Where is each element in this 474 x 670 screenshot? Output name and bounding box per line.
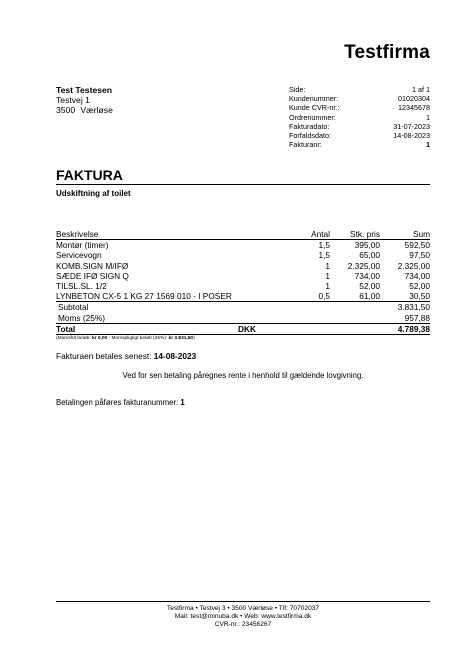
vat-label: Moms (25%) (58, 312, 106, 323)
vat-free-label: (Momsfrit beløb: (56, 335, 91, 341)
row-unit-price: 52,00 (359, 280, 380, 291)
meta-label: Fakturanr: (289, 140, 322, 150)
footer-address: Testfirma • Testvej 3 • 3500 Værløse • Tlf: 70702037 (166, 605, 320, 612)
meta-label: Kunde CVR-nr.: (289, 103, 340, 113)
row-sum: 734,00 (404, 270, 430, 281)
footer-divider (56, 601, 430, 602)
row-unit-price: 395,00 (354, 240, 380, 251)
row-quantity: 1,5 (318, 250, 330, 261)
table-row (56, 281, 430, 291)
header-unit-price: Stk. pris (350, 229, 380, 239)
row-unit-price: 2.325,00 (347, 260, 380, 271)
invoice-meta (289, 85, 430, 149)
footer-contact: Mail: test@minuba.dk • Web: www.testfirma.dk (174, 613, 312, 621)
due-date: 14-08-2023 (153, 351, 197, 361)
company-name: Testfirma (344, 42, 430, 63)
customer-address (56, 85, 113, 115)
row-description: Montør (timer) (56, 240, 109, 251)
total-value: 4.789,38 (397, 323, 430, 334)
table-row (56, 240, 430, 250)
total-currency: DKK (238, 323, 256, 334)
table-row (56, 250, 430, 260)
row-unit-price: 734,00 (354, 270, 380, 281)
row-unit-price: 65,00 (359, 250, 380, 261)
row-description: KOMB.SIGN M/IFØ (56, 260, 129, 271)
meta-label: Ordrenummer: (289, 112, 336, 122)
vat-taxable-label: - Momspligtigt beløb (25%): (107, 335, 168, 341)
subtotal-row (56, 301, 430, 312)
customer-city-line (56, 105, 113, 115)
subtotal-value: 3.831,50 (397, 302, 430, 313)
row-quantity: 1 (325, 260, 330, 271)
meta-row-due-date (289, 131, 430, 140)
row-sum: 592,50 (404, 240, 430, 251)
total-row (56, 323, 430, 335)
company-footer (56, 605, 430, 630)
meta-label: Fakturadato: (289, 121, 330, 131)
row-quantity: 1 (325, 270, 330, 281)
vat-note (56, 335, 430, 342)
meta-row-invoice-date (289, 122, 430, 131)
row-sum: 52,00 (409, 280, 430, 291)
document-title: FAKTURA (56, 167, 123, 183)
meta-label: Forfaldsdato: (289, 131, 331, 141)
row-sum: 2.325,00 (397, 260, 430, 271)
meta-row-page (289, 85, 430, 94)
payment-due (56, 351, 196, 361)
meta-value: 14-08-2023 (393, 131, 430, 141)
header-quantity: Antal (311, 229, 330, 239)
customer-street: Testvej 1 (56, 95, 90, 105)
meta-label: Kundenummer: (289, 94, 339, 104)
header-description: Beskrivelse (56, 229, 99, 239)
row-quantity: 1 (325, 280, 330, 291)
customer-city: Værløse (80, 105, 113, 115)
vat-taxable-value: kr 3.831,50 (168, 335, 194, 341)
row-sum: 97,50 (409, 250, 430, 261)
header-sum: Sum (412, 229, 430, 239)
line-items-table (56, 229, 430, 342)
row-quantity: 0,5 (318, 291, 330, 302)
footer-cvr: CVR-nr.: 23456267 (214, 621, 272, 629)
meta-value: 31-07-2023 (393, 121, 430, 131)
meta-row-invoice-number (289, 140, 430, 149)
row-description: LYNBETON CX-5 1 KG 27 1569 010 - I POSER (56, 291, 232, 302)
row-description: SÆDE IFØ SIGN Q (56, 270, 129, 281)
subtotal-label: Subtotal (58, 302, 89, 313)
vat-row (56, 313, 430, 323)
payment-reference (56, 398, 185, 407)
meta-label: Side: (289, 85, 306, 94)
total-label: Total (56, 323, 76, 334)
customer-name: Test Testesen (56, 85, 113, 95)
meta-value: 1 (426, 140, 430, 150)
meta-value: 1 (426, 112, 430, 122)
row-sum: 30,50 (409, 291, 430, 302)
table-row (56, 261, 430, 271)
meta-value: 01020304 (398, 94, 430, 104)
row-quantity: 1,5 (318, 240, 330, 251)
table-row (56, 271, 430, 281)
due-label: Fakturaen betales senest: (56, 351, 152, 361)
vat-value: 957,88 (404, 312, 430, 323)
row-description: Servicevogn (56, 250, 102, 261)
customer-zip: 3500 (56, 105, 76, 115)
meta-row-order-number (289, 113, 430, 122)
invoice-subject: Udskiftning af toilet (56, 189, 131, 198)
row-unit-price: 61,00 (359, 291, 380, 302)
payref-value: 1 (180, 398, 185, 407)
late-interest-notice: Ved for sen betaling påregnes rente i henhold til gældende lovgivning. (122, 371, 364, 380)
table-header-row (56, 229, 430, 240)
table-row (56, 291, 430, 301)
meta-row-customer-number (289, 94, 430, 103)
meta-value: 12345678 (398, 103, 430, 113)
meta-row-customer-cvr (289, 103, 430, 112)
payref-label: Betalingen påføres fakturanummer: (56, 398, 179, 407)
vat-note-close: ) (193, 335, 195, 341)
meta-value: 1 af 1 (412, 85, 430, 94)
row-description: TILSL.SL. 1/2 (56, 280, 107, 291)
vat-free-value: kr 0,00 (92, 335, 108, 341)
title-divider (56, 184, 430, 185)
